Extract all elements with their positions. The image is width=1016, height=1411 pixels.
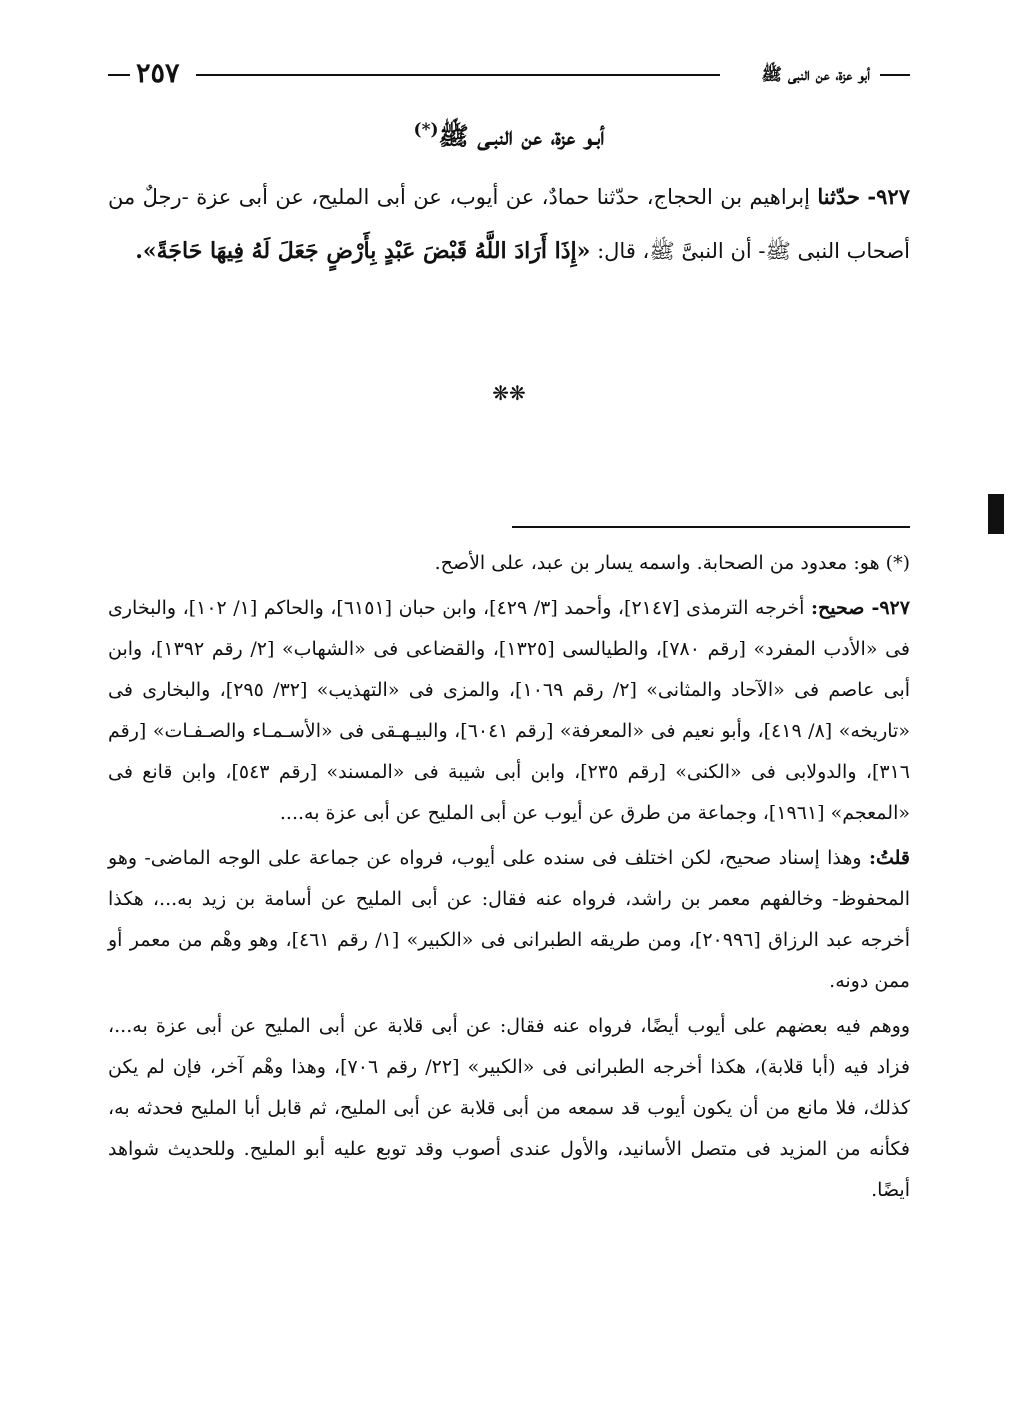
header-dash-right	[880, 74, 910, 76]
footnote-qultu	[108, 838, 910, 1002]
page-number: ٢٥٧	[136, 58, 180, 89]
hadith-text	[108, 170, 910, 278]
header-dash-left	[108, 74, 130, 76]
running-title: أبو عزة، عن النبى ﷺ	[761, 65, 870, 85]
matn: «إِذَا أَرَادَ اللَّهُ قَبْضَ عَبْدٍ بِأَرْضٍ جَعَلَ لَهُ فِيهَا حَاجَةً».	[135, 238, 591, 264]
takhrij-text: أخرجه الترمذى [٢١٤٧]، وأحمد [٣/ ٤٢٩]، وابن حبان [٦١٥١]، والحاكم [١/ ١٠٢]، والبخارى فى «الأدب المفرد» [رقم ٧٨٠]، والطيالسى [١٣٢٥]، والقضاعى فى «الشهاب» [٢/ رقم ١٣٩٢]، وابن أبى عاصم فى «الآحاد والمثانى» [٢/ رقم ١٠٦٩]، والمزى فى «التهذيب» [٣٢/ ٢٩٥]، والبخارى فى «تاريخه» [٨/ ٤١٩]، وأبو نعيم فى «المعرفة» [رقم ٦٠٤١]، والبيـهـقى فى «الأسـمـاء والصـفـات» [رقم ٣١٦]، والدولابى فى «الكنى» [رقم ٢٣٥]، وابن أبى شيبة فى «المسند» [رقم ٥٤٣]، وابن قانع فى «المعجم» [١٩٦١]، وجماعة من طرق عن أيوب عن أبى المليح عن أبى عزة به....	[108, 597, 911, 824]
section-title-mark: (*)	[413, 120, 439, 140]
footnote-takhrij	[108, 588, 910, 834]
page-edge-mark	[988, 494, 1004, 534]
section-title-text: أبـو عزة، عن النبـى ﷺ	[438, 121, 605, 151]
footnote-last-paragraph: ووهم فيه بعضهم على أيوب أيضًا، فرواه عنه فقال: عن أبى قلابة عن أبى المليح عن أبى عزة به...، فزاد فيه (أبا قلابة)، هكذا أخرجه الطبرانى فى «الكبير» [٢٢/ رقم ٧٠٦]، وهذا وهْم آخر، فإن لم يكن كذلك، فلا مانع من أن يكون أيوب قد سمعه من أبى قلابة عن أبى المليح، ثم قابل أبا المليح فحدثه به، فكأنه من المزيد فى متصل الأسانيد، والأول عندى أصوب وقد توبع عليه أبو المليح. وللحديث شواهد أيضًا.	[108, 1015, 910, 1201]
footnote-star: (*) هو: معدود من الصحابة. واسمه يسار بن عبد، على الأصح.	[434, 552, 910, 574]
takhrij-label: ٩٢٧- صحيح:	[810, 597, 910, 619]
isnad-opening: حدّثنا	[817, 184, 860, 209]
qultu-label: قلتُ:	[868, 847, 910, 869]
hadith-number: ٩٢٧-	[867, 184, 910, 209]
section-separator: ❋❋	[492, 381, 526, 405]
qultu-text: وهذا إسناد صحيح، لكن اختلف فى سنده على أيوب، فرواه عن جماعة على الوجه الماضى- وهو المحفوظ- وخالفهم معمر بن راشد، فرواه عنه فقال: عن أبى المليح عن أسامة بن زيد به...، هكذا أخرجه عبد الرزاق [٢٠٩٩٦]، ومن طريقه الطبرانى فى «الكبير» [١/ رقم ٤٦١]، وهو وهْم من معمر أو ممن دونه.	[108, 847, 911, 992]
section-title	[108, 110, 910, 156]
footnote-rule	[512, 526, 910, 528]
isnad: إبراهيم بن الحجاج، حدّثنا حمادٌ، عن أيوب، عن أبى المليح، عن أبى عزة -رجلٌ من أصحاب النبى ﷺ- أن النبىَّ ﷺ، قال:	[108, 185, 910, 263]
page-header	[108, 58, 910, 94]
header-rule	[196, 74, 720, 76]
footnotes	[108, 543, 910, 1215]
